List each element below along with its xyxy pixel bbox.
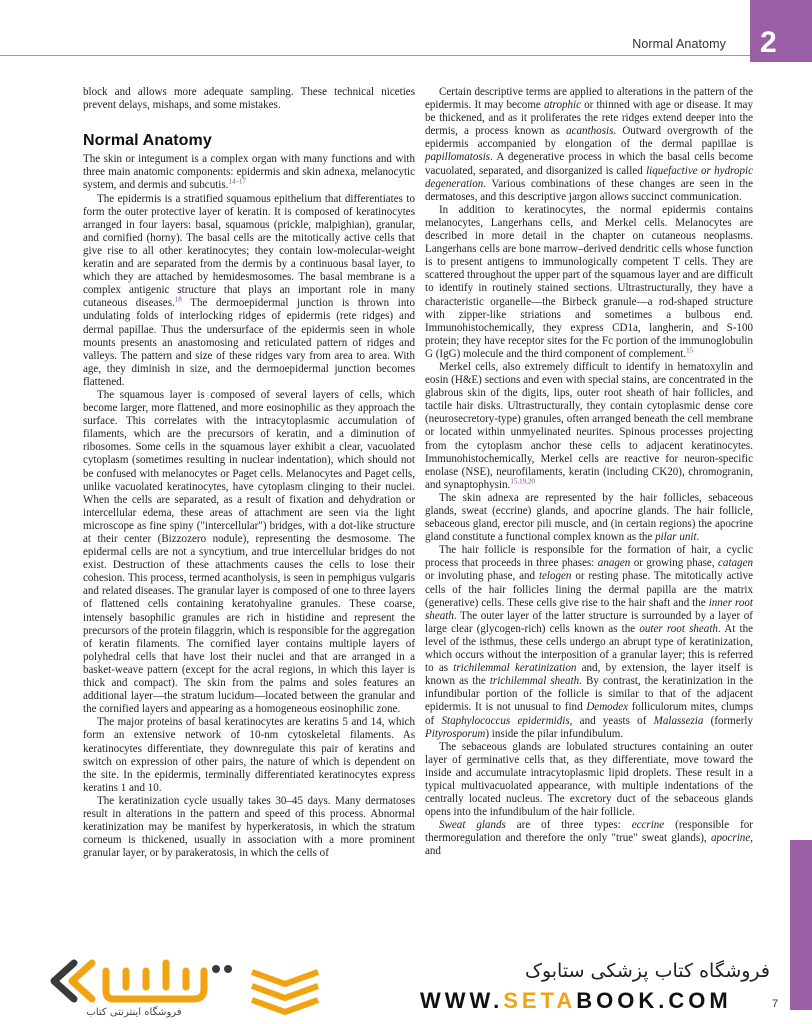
url-suffix: BOOK.COM (576, 988, 732, 1013)
italic-term: acanthosis (566, 125, 614, 138)
paragraph (425, 204, 753, 361)
paragraph-text: . At the level of the isthmus, these cells undergo an abrupt type of keratinization, which occurs without the interposition of a granular layer; this is referred to as (425, 622, 753, 675)
paragraph-text: The hair follicle is responsible for the formation of hair, a cyclic process that proceeds in three phases: (425, 544, 753, 570)
right-column (425, 86, 753, 859)
italic-term: anagen (597, 557, 631, 570)
paragraph-text: ) inside the pilar infundibulum. (485, 727, 624, 740)
page-number: 7 (772, 998, 779, 1010)
paragraph-text: and, by extension, the layer itself is known as the (425, 662, 753, 688)
paragraph-text: The skin or integument is a complex organ with many functions and with three main anatomic components: epidermis and skin adnexa, melanocytic system, and dermis and subcutis. (83, 153, 415, 192)
paragraph: The squamous layer is composed of several layers of cells, which become larger, more flattened, and more eosinophilic as they approach the surface. This correlates with the intracytoplasmic accumulation of filaments, which are the precursors of keratin, and a diminution of ribosomes. Some cells in the squamous layer exhibit a clear, vacuolated cytoplasm (sometimes resulting in nuclear indentation), which should not be confused with melanocytes or Paget cells. Melanocytes and Paget cells, unlike vacuolated keratinocytes, have cytoplasm clinging to their nuclei. When the cells are separated, as a result of fixation and dehydration or intercellular edema, these areas of attachment are seen via the light microscope as fine spiny ("intercellular") bridges, with a dot-like structure at their center (Bizzozero nodule), representing the desmosome. The epidermal cells are not a syncytium, and true intercellular bridges do not exist. Destruction of these attachments causes the cells to lose their cohesion. This process, termed acantholysis, is seen in pemphigus vulgaris and related diseases. The granular layer is composed of one to three layers of flattened cells containing keratohyaline granules. These coarse, intensely basophilic granules are rich in histidine and represent the precursors of the protein filaggrin, which is responsible for the aggregation of keratin filaments. The cornified layer contains multiple layers of polyhedral cells that have lost their nuclei and that are arranged in a basket-weave pattern (except for the acral regions, in which this layer is thick and compact). The skin from the palms and soles features an additional layer—the stratum lucidum—located between the granular and the cornified layers and appearing as a homogeneous eosinophilic zone. (83, 388, 415, 716)
paragraph: The sebaceous glands are lobulated structures containing an outer layer of germinative cells that, as they differentiate, move toward the inside and accumulate intracytoplasmic lipid droplets. These result in a typical multivacuolated appearance, with multiple indentations of the centrally located nucleus. The excretory duct of the sebaceous glands opens into the infundibulum of the hair follicle. (425, 740, 753, 819)
paragraph-text: In addition to keratinocytes, the normal epidermis contains melanocytes, Langerhans cells, and Merkel cells. Melanocytes are described in more detail in the chapter on cutaneous neoplasms. Langerhans cells are bone marrow–derived dendritic cells whose function is to present antigens to immunologically competent T cells. They are scattered throughout the upper part of the squamous layer and are difficult to identify in routinely stained sections. Ultrastructurally, they have a characteristic organelle—the Birbeck granule—a rod-shaped structure with zipper-like striations and sometimes a bulbous end. Immunohistochemically, they express CD1a, langherin, and S-100 protein; they have receptor sites for the Fc portion of the immunoglobulin G (IgG) molecule and the third component of complement. (425, 203, 753, 360)
paragraph-text: Merkel cells, also extremely difficult to identify in hematoxylin and eosin (H&E) sections and even with special stains, are concentrated in the glabrous skin of the digits, lips, outer root sheath of hair follicles, and tactile hair disks. Ultrastructurally, they contain cytoplasmic dense core (neurosecretory-type) granules, often arranged beneath the cell membrane or located within unmyelinated neurites. Spinous processes projecting from the cytoplasm anchor these cells to adjacent keratinocytes. Immunohistochemically, Merkel cells are reactive for neuron-specific enolase (NSE), neurofilaments, keratin (including CK20), chromogranin, and synaptophysin. (425, 360, 753, 491)
paragraph (83, 153, 415, 192)
paragraph-text: The epidermis is a stratified squamous epithelium that differentiates to form the outer protective layer of keratin. It is composed of keratinocytes arranged in four layers: basal, squamous (prickle, malpighian), granular, and cornified (horny). The basal cells are the mitotically active cells that give rise to all other keratinocytes; they contain low-molecular-weight keratin and are separated from the dermis by a continuous basal layer, to which they are attached by hemidesmosomes. The basal membrane is a complex antigenic structure that plays an important role in many cutaneous diseases. (83, 192, 415, 310)
logo-caption: فروشگاه اینترنتی کتاب (86, 1007, 182, 1018)
italic-term: eccrine (631, 819, 665, 832)
page-header (0, 0, 812, 62)
paragraph-continued: block and allows more adequate sampling. These technical niceties prevent delays, mishaps, and some mistakes. (83, 86, 415, 112)
paragraph (425, 544, 753, 740)
paragraph (425, 819, 753, 858)
paragraph-text: . The outer layer of the latter structure is surrounded by a layer of large clear (glycogen-rich) cells known as the (425, 609, 753, 635)
paragraph-text: . Outward overgrowth of the epidermis accompanied by elongation of the dermal papillae is (425, 125, 753, 151)
paragraph-text: . By contrast, the keratinization in the infundibular portion of the follicle is similar to that of the adjacent epidermis. It is not unusual to find (425, 675, 753, 714)
side-thumb-tab (790, 840, 812, 1010)
paragraph: The major proteins of basal keratinocytes are keratins 5 and 14, which form an extensive network of 10-nm cytoskeletal filaments. As keratinocytes differentiate, they downregulate this pair of keratins and switch on expression of other pairs, the nature of which is dependent on the site. In the epidermis, terminally differentiated keratinocytes express keratins 1 and 10. (83, 716, 415, 794)
paragraph-text: . (696, 531, 700, 544)
store-url[interactable] (420, 988, 780, 1014)
paragraph-text: or resting phase. The mitotically active cells of the hair follicles lining the dermal papilla are the matrix (generative) cells. These cells give rise to the hair shaft and the (425, 570, 754, 609)
paragraph-text: (responsible for thermoregulation and therefore the only "true" sweat glands), (425, 819, 753, 845)
italic-term: inner root sheath (425, 596, 753, 622)
italic-term: catagen (718, 557, 754, 570)
paragraph-text: or involuting phase, and (425, 570, 539, 583)
paragraph (425, 86, 753, 204)
paragraph-text: are of three types: (505, 819, 632, 832)
header-rule (0, 55, 750, 56)
paragraph-text: . A degenerative process in which the basal cells become vacuolated, separated, and disorganized is called (425, 151, 753, 177)
reference-marker: 18 (174, 295, 182, 304)
setabook-logo (44, 955, 244, 1021)
paragraph-text: The dermoepidermal junction is thrown into undulating folds of interlocking ridges of epidermis (rete ridges) and dermal papillae. Thus the undersurface of the epidermis seen in whole mounts presents an anastomosing and reticulated pattern of ridges and valleys. The pattern and size of these ridges vary from area to area. With age, they diminish in size, and the dermoepidermal junction becomes flattened. (83, 297, 415, 388)
italic-term: papillomatosis (425, 151, 491, 164)
reference-marker: 15,19,20 (510, 477, 535, 486)
url-accent: SETA (503, 988, 577, 1013)
reference-marker: 15 (686, 346, 694, 355)
section-heading: Normal Anatomy (83, 132, 212, 150)
book-shield-icon (246, 962, 324, 1018)
italic-term: atrophic (543, 99, 581, 112)
paragraph: The keratinization cycle usually takes 30–45 days. Many dermatoses result in alterations in the pattern and speed of this process. Abnormal keratinization may be manifest by hyperkeratosis, in which the stratum corneum is thickened, usually in association with a more prominent granular layer, or by parakeratosis, in which the cells of (83, 794, 415, 860)
url-prefix: WWW. (420, 988, 504, 1013)
paragraph-text: The skin adnexa are represented by the hair follicles, sebaceous glands, sweat (eccrine) glands, and apocrine glands. The hair follicle, sebaceous gland, erector pili muscle, and (in certain regions) the apocrine gland constitute a functional complex known as the (425, 491, 753, 544)
paragraph-text: or growing phase, (630, 557, 719, 570)
italic-term: pilar unit (655, 531, 697, 544)
text-fade (0, 925, 790, 945)
paragraph-text: folliculorum mites, clumps of (425, 701, 754, 727)
italic-term: apocrine (710, 832, 751, 845)
italic-term: trichilemmal sheath (489, 675, 580, 688)
paragraph-text: , and (425, 832, 753, 858)
paragraph-text: or thinned with age or disease. It may be thickened, and as it proliferates the rete ridges extend deeper into the dermis, a process known as (425, 99, 753, 138)
paragraph-text: , and yeasts of (569, 714, 654, 727)
running-title: Normal Anatomy (632, 37, 726, 51)
paragraph (425, 492, 753, 544)
italic-term: Staphylococcus epidermidis (441, 714, 570, 727)
store-name: فروشگاه کتاب پزشکی ستابوک (524, 960, 770, 982)
italic-term: Demodex (586, 701, 629, 714)
italic-term: liquefactive or hydropic degeneration (425, 164, 753, 190)
italic-term: outer root sheath (639, 622, 718, 635)
paragraph-text: Certain descriptive terms are applied to alterations in the pattern of the epidermis. It may become (425, 86, 753, 112)
left-column (83, 86, 415, 860)
paragraph (83, 193, 415, 389)
chapter-number: 2 (760, 26, 777, 59)
reference-marker: 14–17 (228, 177, 246, 186)
paragraph (425, 361, 753, 492)
italic-term: telogen (538, 570, 572, 583)
italic-term: Pityrosporum (425, 727, 486, 740)
setabook-logo-mark (44, 955, 244, 1007)
italic-term: trichilemmal keratinization (453, 662, 577, 675)
paragraph-text: (formerly (703, 714, 753, 727)
paragraph-text: . Various combinations of these changes are seen in the dermatoses, and this descriptive jargon allows succinct communication. (425, 177, 753, 203)
italic-term: Malassezia (653, 714, 704, 727)
italic-term: Sweat glands (439, 819, 506, 832)
